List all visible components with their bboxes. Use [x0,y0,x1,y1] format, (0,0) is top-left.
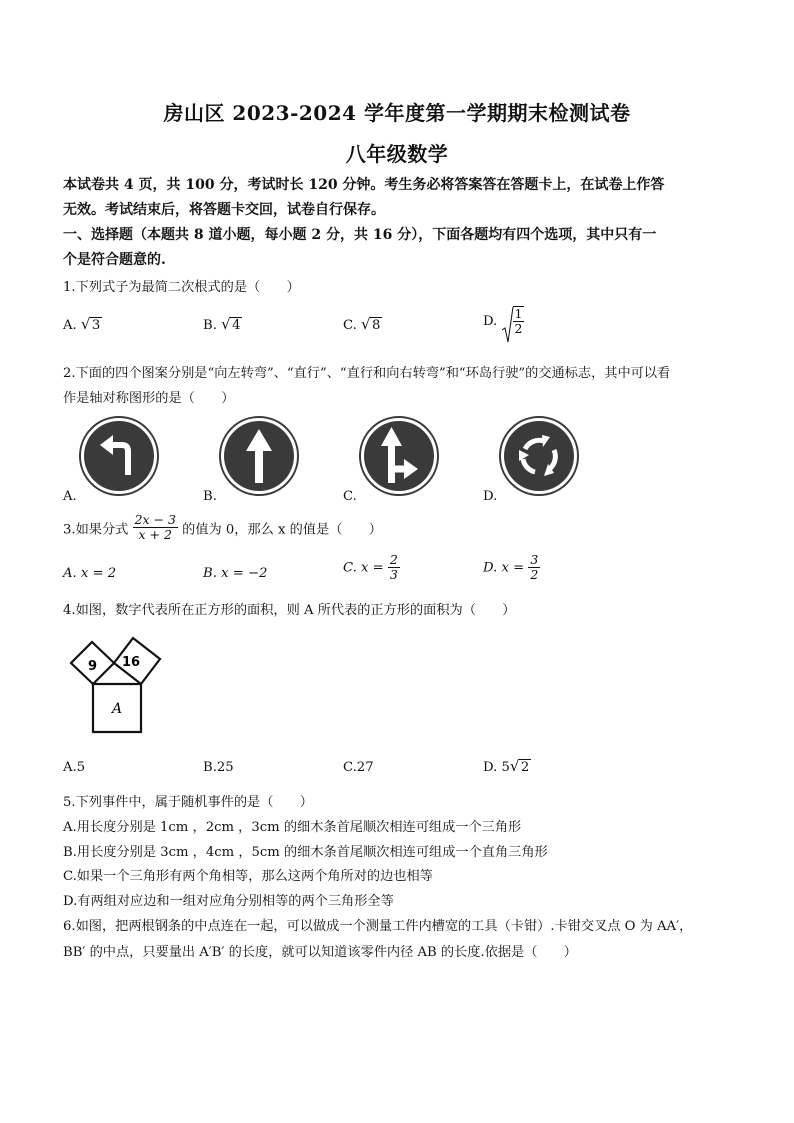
q2-option-d: D. [483,489,498,504]
q4-stem: 4.如图，数字代表所在正方形的面积，则 A 所代表的正方形的面积为（ ） [63,603,516,618]
q5-option-a: A.用长度分别是 1cm ，2cm ，3cm 的细木条首尾顺次相连可组成一个三角形 [63,820,522,835]
exam-title: 房山区 2023-2024 学年度第一学期期末检测试卷 [163,101,631,125]
q2-stem-line-2: 作是轴对称图形的是（ ） [63,391,235,406]
q2-option-a: A. [63,489,77,504]
straight-and-right-sign [358,415,440,497]
turn-left-sign [78,415,160,497]
q1-stem: 1.下列式子为最简二次根式的是（ ） [63,280,300,295]
q3-option-a: A. x = 2 [63,566,117,581]
q4-option-b: B.25 [203,760,234,775]
q3-option-c: C. x = $\frac{2}{3}$ [343,552,398,583]
q1-option-b: B. √ 4 [203,315,241,333]
q3-option-b: B. x = −2 [203,566,268,581]
straight-ahead-sign [218,415,300,497]
q2-option-b: B. [203,489,217,504]
q4-option-d: D. 5 √ 2 [483,757,530,775]
instructions-line-2: 无效。考试结束后，将答题卡交回，试卷自行保存。 [63,202,385,218]
q3-stem: 3.如果分式 $\frac{2x - 3}{x + 2}$ 的值为 0，那么 x 的值是（ ） [63,512,382,543]
q4-option-c: C.27 [343,760,374,775]
q6-stem-line-2: BB′ 的中点，只要量出 A′B′ 的长度，就可以知道该零件内径 AB 的长度.依据是（ ） [63,945,577,960]
q3-option-d: D. x = $\frac{3}{2}$ [483,552,539,583]
square-label-bottom: A [112,701,123,717]
instructions-line-1: 本试卷共 4 页，共 100 分，考试时长 120 分钟。考生务必将答案答在答题卡上，在试卷上作答 [63,177,665,193]
square-label-left: 9 [88,659,98,674]
square-label-right: 16 [122,655,141,670]
q1-option-d: D. $\frac{1}{2}$ [483,306,524,337]
q6-stem-line-1: 6.如图，把两根钢条的中点连在一起，可以做成一个测量工件内槽宽的工具（卡钳）.卡钳交叉点 O 为 AA′， [63,919,693,934]
q1-option-a: A. √ 3 [63,315,101,333]
q5-stem: 5.下列事件中，属于随机事件的是（ ） [63,795,313,810]
section1-heading-line-2: 个是符合题意的. [63,252,166,268]
q1-option-c: C. √ 8 [343,315,381,333]
q2-stem-line-1: 2.下面的四个图案分别是“向左转弯”、“直行”、“直行和向右转弯”和“环岛行驶”的交通标志，其中可以看 [63,366,671,381]
exam-subtitle: 八年级数学 [345,142,449,166]
q5-option-c: C.如果一个三角形有两个角相等，那么这两个角所对的边也相等 [63,869,433,884]
q5-option-d: D.有两组对应边和一组对应角分别相等的两个三角形全等 [63,894,394,909]
roundabout-sign [498,415,580,497]
section1-heading-line-1: 一、选择题（本题共 8 道小题，每小题 2 分，共 16 分），下面各题均有四个选项，其中只有一 [63,227,657,243]
q3-fraction: $\frac{2x - 3}{x + 2}$ [134,512,176,543]
q4-option-a: A.5 [63,760,86,775]
q2-option-c: C. [343,489,357,504]
pythagoras-squares-figure [66,634,162,740]
q5-option-b: B.用长度分别是 3cm ，4cm ，5cm 的细木条首尾顺次相连可组成一个直角三角形 [63,845,548,860]
